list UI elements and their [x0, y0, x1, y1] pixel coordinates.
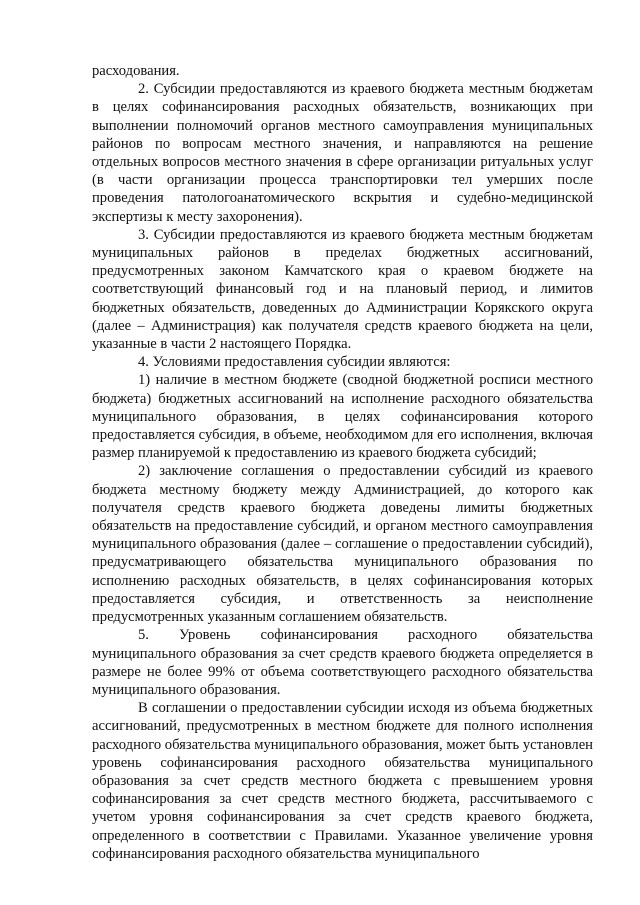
paragraph-agreement-cofinancing: В соглашении о предоставлении субсидии исходя из объема бюджетных ассигнований, предусмотренных в местном бюджете для полного исполнения расходного обязательства муниципального образования, может быть установлен уровень софинансирования расходного обязательства муниципального образования за счет средств местного бюджета с превышением уровня софинансирования за счет средств местного бюджета, рассчитываемого с учетом уровня софинансирования за счет средств краевого бюджета, определенного в соответствии с Правилами. Указанное увеличение уровня софинансирования расходного обязательства муниципального: [92, 700, 593, 862]
paragraph-section-2: 2. Субсидии предоставляются из краевого бюджета местным бюджетам в целях софинансирования расходных обязательств, возникающих при выполнении полномочий органов местного самоуправления муниципальных районов по вопросам местного значения, и направляются на решение отдельных вопросов местного значения в сфере организации ритуальных услуг (в части организации процесса транспортировки тел умерших после проведения патологоанатомического вскрытия и судебно-медицинской экспертизы к месту захоронения).: [92, 81, 593, 225]
paragraph-condition-1: 1) наличие в местном бюджете (сводной бюджетной росписи местного бюджета) бюджетных ассигнований на исполнение расходного обязательства муниципального образования, в целях софинансирования которого предоставляется субсидия, в объеме, необходимом для его исполнения, включая размер планируемой к предоставлению из краевого бюджета субсидий;: [92, 372, 593, 462]
paragraph-condition-2: 2) заключение соглашения о предоставлении субсидий из краевого бюджета местному бюджету между Администрацией, до которого как получателя средств краевого бюджета доведены лимиты бюджетных обязательств на предоставление субсидий, и органом местного самоуправления муниципального образования (далее – соглашение о предоставлении субсидий), предусматривающего обязательства муниципального образования по исполнению расходных обязательств, в целях софинансирования которых предоставляется субсидия, и ответственность за неисполнение предусмотренных указанным соглашением обязательств.: [92, 463, 593, 626]
paragraph-section-3: 3. Субсидии предоставляются из краевого бюджета местным бюджетам муниципальных районов в пределах бюджетных ассигнований, предусмотренных законом Камчатского края о краевом бюджете на соответствующий финансовый год и на плановый период, и лимитов бюджетных обязательств, доведенных до Администрации Корякского округа (далее – Администрация) как получателя средств краевого бюджета на цели, указанные в части 2 настоящего Порядка.: [92, 226, 593, 353]
document-page: [92, 62, 593, 863]
paragraph-section-5: 5. Уровень софинансирования расходного обязательства муниципального образования за счет средств краевого бюджета определяется в размере не более 99% от объема соответствующего расходного обязательства муниципального образования.: [92, 627, 593, 698]
paragraph-section-4: 4. Условиями предоставления субсидии являются:: [138, 354, 451, 371]
paragraph-continuation: расходования.: [92, 63, 180, 79]
